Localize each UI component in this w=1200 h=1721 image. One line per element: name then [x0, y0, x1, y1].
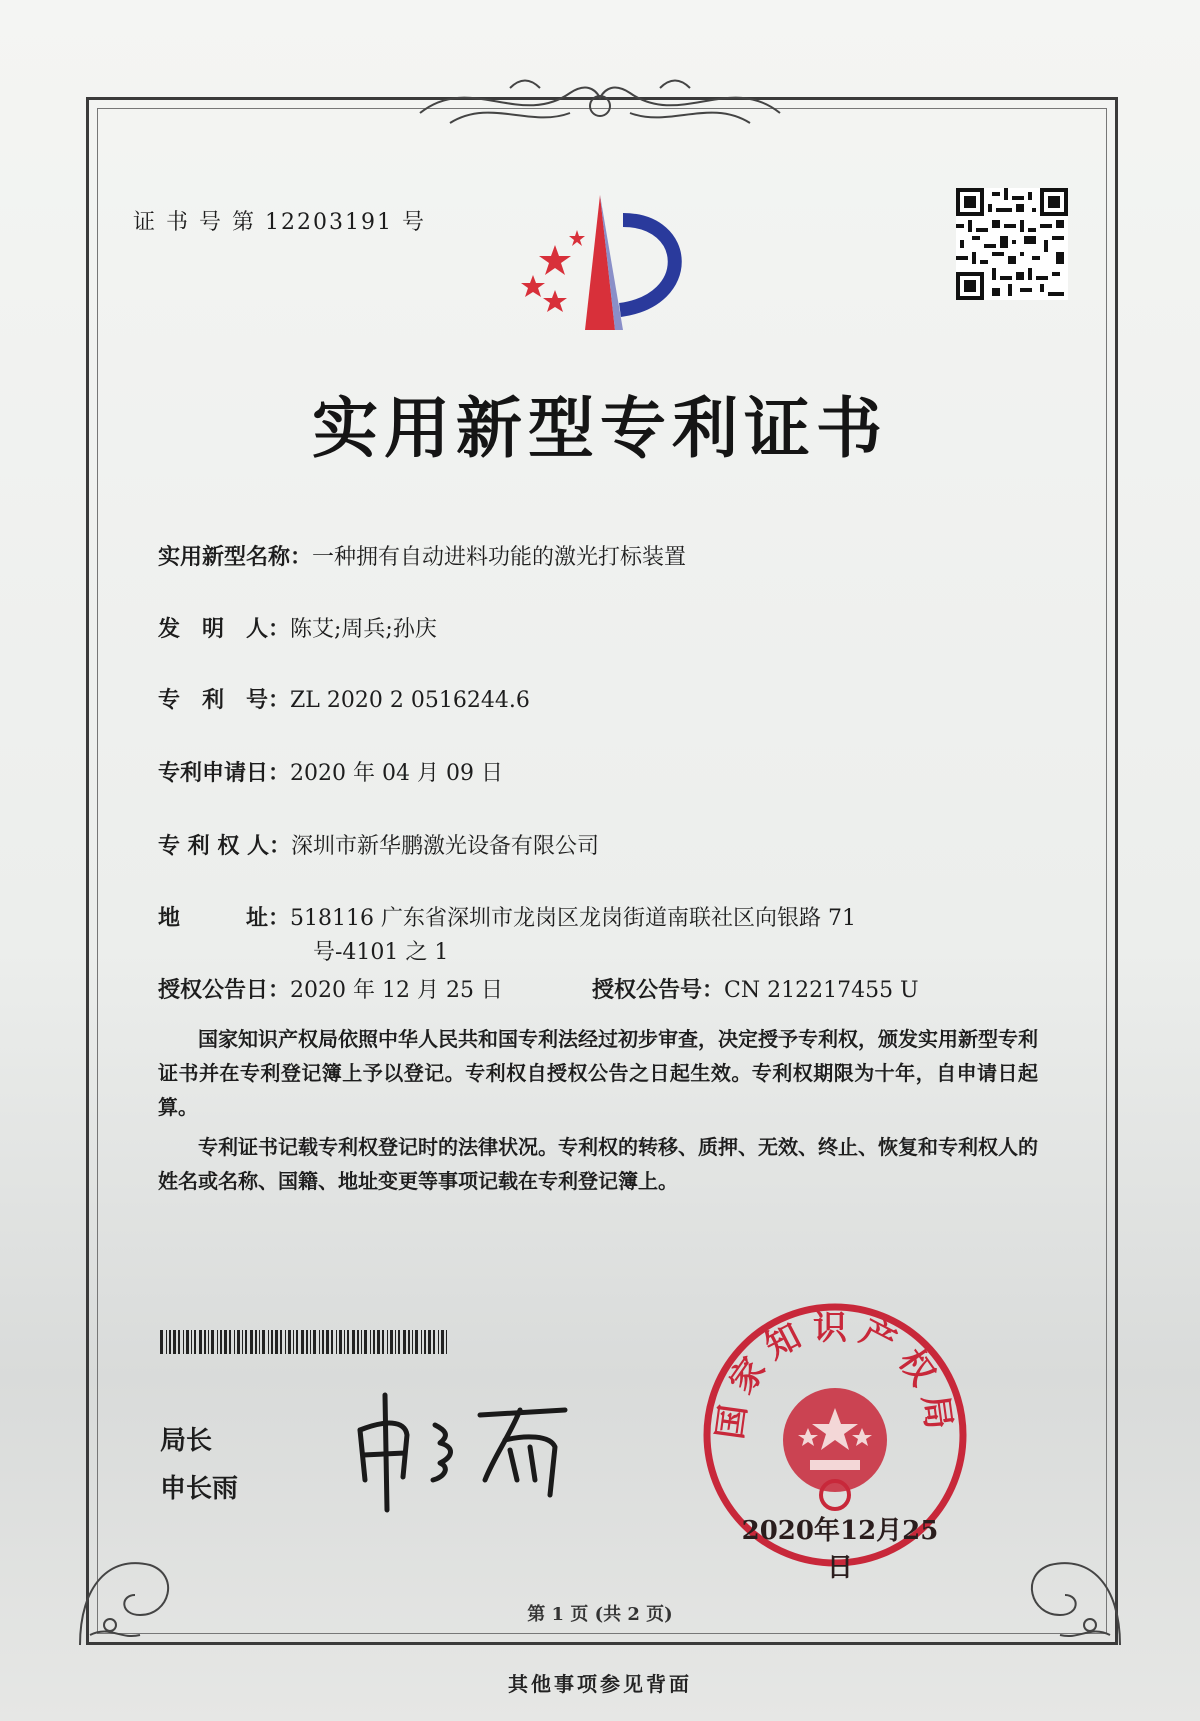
field-label: 地 址： [158, 905, 291, 931]
director-name: 申长雨 [160, 1474, 239, 1504]
statement-paragraph-1: 国家知识产权局依照中华人民共和国专利法经过初步审查，决定授予专利权，颁发实用新型专利证书并在专利登记簿上予以登记。专利权自授权公告之日起生效。专利权期限为十年，自申请日起算。 [158, 1027, 1038, 1119]
handwritten-signature [345, 1385, 595, 1515]
address-field [158, 901, 856, 932]
page-title: 实用新型专利证书 [312, 389, 888, 467]
field-value: 2020 年 04 月 09 日 [290, 761, 503, 786]
field-label: 实用新型名称： [158, 544, 313, 570]
top-ornament-icon [410, 68, 790, 138]
field-value: ZL 2020 2 0516244.6 [290, 688, 530, 713]
statement-paragraph-2: 专利证书记载专利权登记时的法律状况。专利权的转移、质押、无效、终止、恢复和专利权人的姓名或名称、国籍、地址变更等事项记载在专利登记簿上。 [158, 1135, 1038, 1193]
corner-ornament-bottom-left-icon [70, 1525, 200, 1655]
field-label: 专 利 权 人： [158, 833, 291, 859]
field-value: 2020 年 12 月 25 日 [290, 978, 503, 1003]
corner-ornament-bottom-right-icon [1000, 1525, 1130, 1655]
seal-date: 2020年12月25日 [741, 1516, 939, 1583]
inventor-field [158, 612, 437, 643]
field-value: 一种拥有自动进料功能的激光打标装置 [312, 545, 687, 570]
field-label: 发 明 人： [158, 616, 291, 642]
field-value: 深圳市新华鹏激光设备有限公司 [290, 834, 599, 859]
page-number: 第 1 页 (共 2 页) [527, 1604, 673, 1625]
footer-note: 其他事项参见背面 [508, 1672, 692, 1696]
field-label: 授权公告号： [592, 977, 725, 1003]
certificate-number: 证 书 号 第 12203191 号 [133, 210, 426, 235]
field-label: 授权公告日： [158, 977, 291, 1003]
qr-code-icon [956, 188, 1068, 300]
address-line-2: 号-4101 之 1 [313, 940, 449, 965]
director-title: 局长 [160, 1426, 213, 1456]
field-value: CN 212217455 U [724, 978, 919, 1003]
patent-number-field [158, 683, 530, 714]
publication-number-field [592, 973, 919, 1004]
field-value: 518116 广东省深圳市龙岗区龙岗街道南联社区向银路 71 [290, 906, 856, 931]
grant-date-field [158, 973, 503, 1004]
filing-date-field [158, 756, 503, 787]
seal-text: 国家知识产权局 [710, 1307, 960, 1442]
patent-holder-field [158, 829, 599, 860]
field-label: 专利申请日： [158, 760, 291, 786]
field-value: 陈艾;周兵;孙庆 [290, 617, 437, 642]
field-label: 专 利 号： [158, 687, 291, 713]
utility-model-name-field [158, 540, 686, 571]
patent-office-logo-icon [505, 190, 685, 340]
barcode-icon [160, 1330, 450, 1354]
